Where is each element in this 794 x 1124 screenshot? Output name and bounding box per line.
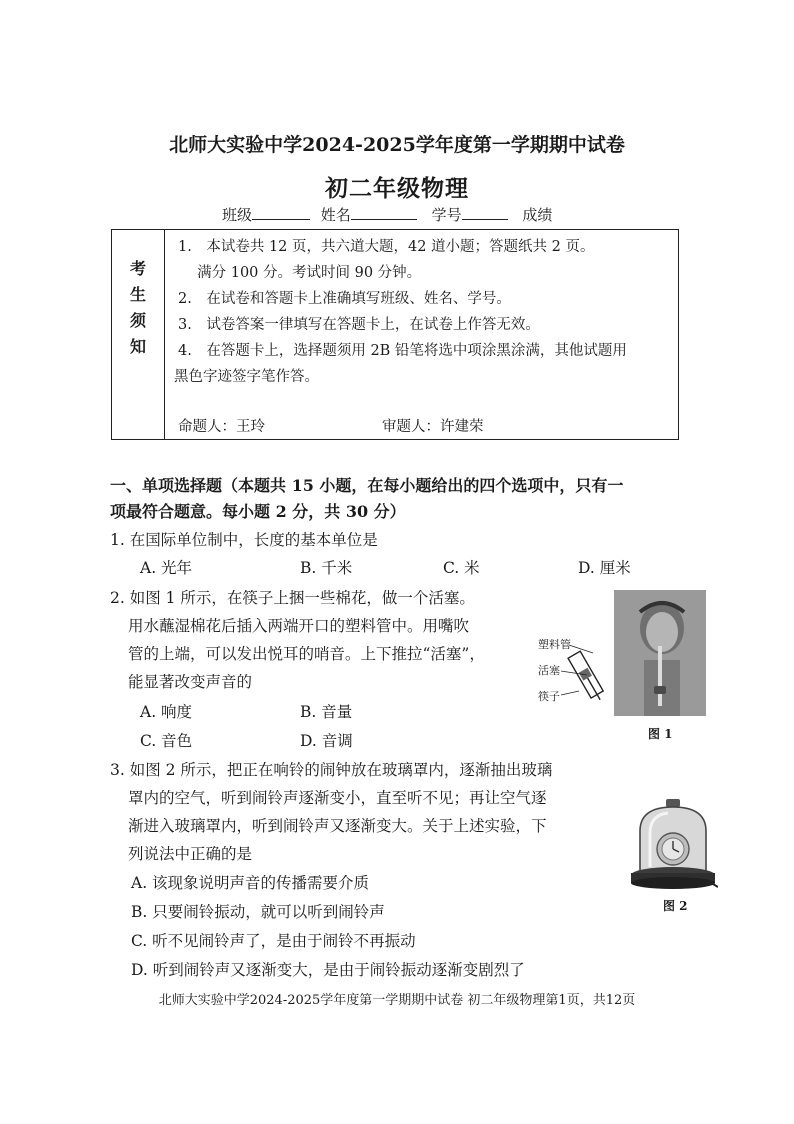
question-2-stem: 用水蘸湿棉花后插入两端开口的塑料管中。用嘴吹 bbox=[128, 617, 470, 635]
question-1-stem: 1. 在国际单位制中，长度的基本单位是 bbox=[110, 531, 378, 549]
q1-option-b: B. 千米 bbox=[300, 559, 353, 577]
page-footer: 北师大实验中学2024-2025学年度第一学期期中试卷 初二年级物理第1页，共12页 bbox=[158, 993, 636, 1008]
score-label: 成绩 bbox=[522, 206, 553, 224]
fig1-label-tube: 塑料管 bbox=[538, 638, 571, 651]
name-blank bbox=[351, 205, 417, 220]
exam-title: 北师大实验中学2024-2025学年度第一学期期中试卷 bbox=[169, 134, 625, 156]
section-heading: 项最符合题意。每小题 2 分，共 30 分） bbox=[110, 502, 406, 521]
q1-option-a: A. 光年 bbox=[140, 559, 193, 577]
student-info-line bbox=[222, 204, 552, 225]
notice-line: 3. 试卷答案一律填写在答题卡上，在试卷上作答无效。 bbox=[178, 317, 540, 333]
question-2-stem: 2. 如图 1 所示，在筷子上捆一些棉花，做一个活塞。 bbox=[110, 589, 475, 607]
notice-label-char: 生 bbox=[129, 285, 146, 304]
person-playing-whistle-illustration bbox=[614, 590, 706, 716]
figure-1-caption: 图 1 bbox=[648, 727, 673, 741]
fig1-label-piston: 活塞 bbox=[538, 664, 560, 677]
notice-line: 4. 在答题卡上，选择题须用 2B 铅笔将选中项涂黑涂满，其他试题用 bbox=[178, 343, 627, 359]
notice-line: 满分 100 分。考试时间 90 分钟。 bbox=[178, 265, 422, 281]
notice-box bbox=[111, 229, 679, 440]
question-3-stem: 3. 如图 2 所示，把正在响铃的闹钟放在玻璃罩内，逐渐抽出玻璃 bbox=[110, 761, 553, 779]
q2-option-b: B. 音量 bbox=[300, 703, 353, 721]
class-blank bbox=[252, 205, 310, 220]
notice-reviewer: 审题人：许建荣 bbox=[382, 419, 484, 435]
id-label: 学号 bbox=[431, 206, 462, 224]
fig1-label-chopstick: 筷子 bbox=[538, 690, 560, 703]
notice-label-char: 考 bbox=[129, 259, 146, 278]
notice-label-char: 知 bbox=[129, 337, 146, 356]
notice-line: 黑色字迹签字笔作答。 bbox=[174, 369, 319, 385]
name-label: 姓名 bbox=[320, 206, 351, 224]
notice-line: 1. 本试卷共 12 页，共六道大题，42 道小题；答题纸共 2 页。 bbox=[178, 239, 595, 255]
q2-option-d: D. 音调 bbox=[300, 732, 353, 750]
question-3-stem: 罩内的空气，听到闹铃声逐渐变小，直至听不见；再让空气逐 bbox=[128, 789, 547, 807]
q1-option-c: C. 米 bbox=[443, 559, 480, 577]
id-blank bbox=[462, 205, 508, 220]
q2-option-c: C. 音色 bbox=[140, 732, 193, 750]
bell-jar-alarm-clock-illustration bbox=[628, 797, 718, 893]
q3-option-c: C. 听不见闹铃声了，是由于闹铃不再振动 bbox=[131, 932, 416, 950]
exam-subtitle: 初二年级物理 bbox=[325, 175, 469, 202]
notice-line: 2. 在试卷和答题卡上准确填写班级、姓名、学号。 bbox=[178, 291, 511, 307]
q3-option-b: B. 只要闹铃振动，就可以听到闹铃声 bbox=[131, 903, 385, 921]
q3-option-a: A. 该现象说明声音的传播需要介质 bbox=[131, 874, 370, 892]
question-2-stem: 能显著改变声音的 bbox=[128, 673, 253, 691]
class-label: 班级 bbox=[222, 206, 253, 224]
question-3-stem: 渐进入玻璃罩内，听到闹铃声又逐渐变大。关于上述实验，下 bbox=[128, 817, 547, 835]
notice-label-char: 须 bbox=[129, 311, 146, 330]
figure-2-caption: 图 2 bbox=[663, 899, 688, 913]
notice-divider bbox=[164, 230, 165, 439]
figure-1-photo bbox=[614, 590, 706, 716]
q3-option-d: D. 听到闹铃声又逐渐变大，是由于闹铃振动逐渐变剧烈了 bbox=[131, 961, 525, 979]
question-3-stem: 列说法中正确的是 bbox=[128, 845, 253, 863]
section-heading: 一、单项选择题（本题共 15 小题，在每小题给出的四个选项中，只有一 bbox=[110, 476, 624, 495]
notice-author: 命题人：王玲 bbox=[178, 419, 265, 435]
q1-option-d: D. 厘米 bbox=[578, 559, 631, 577]
question-2-stem: 管的上端，可以发出悦耳的哨音。上下推拉“活塞”， bbox=[128, 645, 485, 663]
q2-option-a: A. 响度 bbox=[140, 703, 193, 721]
